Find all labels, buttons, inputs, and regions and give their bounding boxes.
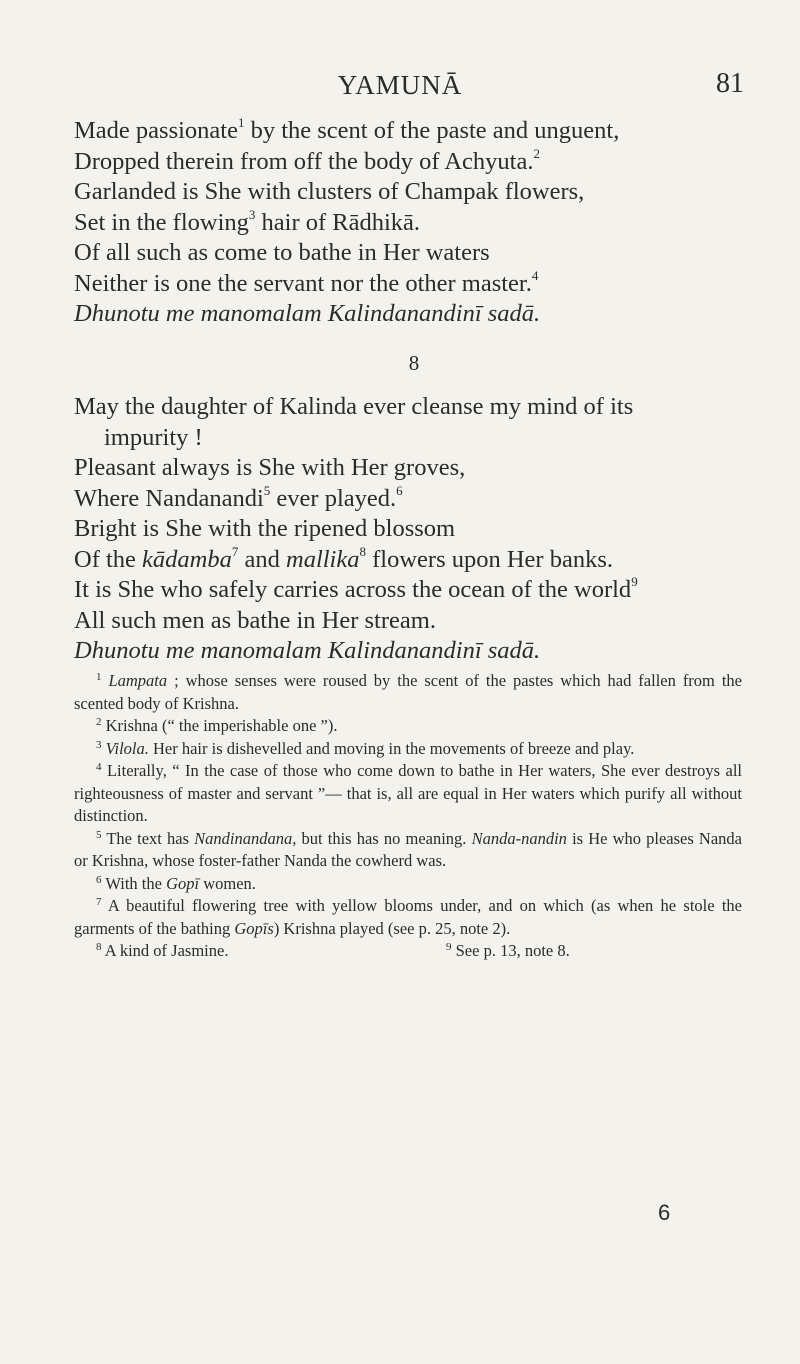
- footnote-ref[interactable]: 4: [531, 267, 539, 283]
- page-header: [0, 66, 800, 106]
- footnote-ref[interactable]: 1: [237, 115, 245, 130]
- verse-line: Garlanded is She with clusters of Champak flowers,: [74, 178, 585, 205]
- verse-number: 8: [408, 350, 420, 375]
- footnote: $^1$ Lampata ; whose senses were roused by the scent of the pastes which had fallen from the scented body of Krishna.: [74, 671, 742, 713]
- footnote: $^7$ A beautiful flowering tree with yellow blooms under, and on which (as when he stole the garments of the bathing Gopīs) Krishna played (see p. 25, note 2).: [74, 896, 742, 938]
- footnote: $^8$ A kind of Jasmine.: [96, 941, 229, 960]
- footnote: $^9$ See p. 13, note 8.: [446, 941, 570, 960]
- verse-line: It is She who safely carries across the ocean of the world$^9$: [74, 574, 638, 603]
- verse-refrain: Dhunotu me manomalam Kalindanandinī sadā.: [74, 637, 541, 664]
- verse-line: All such men as bathe in Her stream.: [74, 606, 436, 634]
- verse-text: [74, 116, 754, 667]
- running-title: YAMUNĀ: [337, 70, 463, 100]
- footnote-ref[interactable]: 9: [631, 574, 638, 589]
- footnote-row: [74, 940, 742, 963]
- footnote-ref[interactable]: 8: [359, 543, 366, 559]
- verse-line: Pleasant always is She with Her groves,: [74, 454, 466, 481]
- footnote-ref[interactable]: 5: [263, 482, 271, 498]
- footnote: $^2$ Krishna (“ the imperishable one ”).: [96, 716, 338, 735]
- verse-line: impurity !: [104, 423, 203, 451]
- verse-line: Of all such as come to bathe in Her waters: [74, 239, 490, 266]
- verse-line: Set in the flowing$^3$ hair of Rādhikā.: [74, 206, 421, 236]
- verse-line: Neither is one the servant nor the other master.$^4$: [74, 267, 539, 297]
- footnote: $^4$ Literally, “ In the case of those who come down to bathe in Her waters, She ever destroys all righteousness of master and servant ”— that is, all are equal in Her waters which purify all without distinction.: [74, 761, 742, 825]
- verse-refrain: Dhunotu me manomalam Kalindanandinī sadā.: [74, 300, 541, 327]
- footnote: $^3$ Vilola. Her hair is dishevelled and moving in the movements of breeze and play.: [96, 738, 635, 758]
- signature-mark: 6: [658, 1200, 671, 1225]
- verse-line: Where Nandanandi$^5$ ever played.$^6$: [74, 482, 403, 512]
- footnote: $^6$ With the Gopī women.: [96, 873, 256, 893]
- footnote-ref[interactable]: 2: [533, 145, 540, 161]
- footnote-ref[interactable]: 3: [248, 206, 256, 222]
- verse-line: Made passionate$^1$ by the scent of the paste and unguent,: [74, 115, 620, 144]
- footnote-ref[interactable]: 7: [231, 543, 239, 559]
- footnotes: [74, 670, 742, 963]
- verse-line: Of the kādamba$^7$ and mallika$^8$ flowers upon Her banks.: [74, 543, 613, 573]
- verse-line: Dropped therein from off the body of Achyuta.$^2$: [74, 145, 540, 175]
- page-number: 81: [716, 68, 744, 99]
- footnote: $^5$ The text has Nandinandana, but this has no meaning. Nanda-nandin is He who pleases Nanda or Krishna, whose foster-father Nanda the cowherd was.: [74, 828, 742, 870]
- footnote-ref[interactable]: 6: [396, 482, 403, 498]
- verse-line: Bright is She with the ripened blossom: [74, 515, 456, 542]
- verse-line: May the daughter of Kalinda ever cleanse my mind of its: [74, 393, 634, 420]
